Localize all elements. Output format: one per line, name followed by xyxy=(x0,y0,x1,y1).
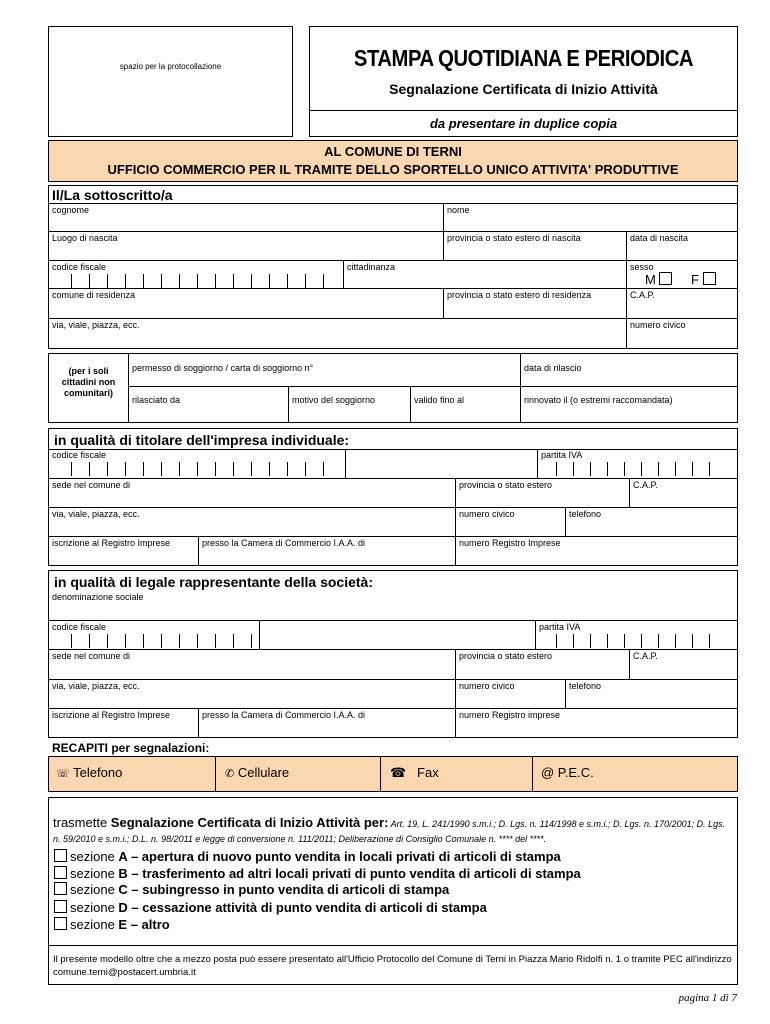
company-numero-registro-field[interactable]: numero Registro imprese xyxy=(459,710,561,720)
sezione-e-checkbox[interactable] xyxy=(54,917,67,930)
cittadinanza-field[interactable]: cittadinanza xyxy=(347,262,396,272)
option-text: – subingresso in punto vendita di articoli di stampa xyxy=(127,882,450,897)
company-sede-field[interactable]: sede nel comune di xyxy=(52,651,131,661)
contact-fax-label: Fax xyxy=(417,765,439,780)
contacts-box xyxy=(48,756,738,792)
data-nascita-field[interactable]: data di nascita xyxy=(630,233,689,243)
provincia-residenza-field[interactable]: provincia o stato estero di residenza xyxy=(447,290,592,300)
company-section xyxy=(48,570,738,738)
sesso-m-checkbox[interactable] xyxy=(659,272,672,285)
option-sezione-a[interactable] xyxy=(54,849,561,864)
individual-numero-civico-field[interactable]: numero civico xyxy=(459,509,515,519)
transmit-legal-refs: Art. 19, L. 241/1990 s.m.i.; D. Lgs. n. 114/1998 e s.m.i.; D. Lgs. n. 170/2001; D. Lgs. n. 59/2010 e s.m.i.; D.L. n. 98/2011 e legge di conversione n. 111/2011; Deliberazione di Consiglio Comunale n. **** del ****. xyxy=(53,819,726,844)
protocol-space-label: spazio per la protocollazione xyxy=(119,62,222,71)
sezione-a-checkbox[interactable] xyxy=(54,849,67,862)
company-codice-fiscale-field[interactable]: codice fiscale xyxy=(52,622,107,632)
addressee-box xyxy=(48,140,738,182)
form-subtitle: Segnalazione Certificata di Inizio Attività xyxy=(389,81,658,97)
option-sezione-e[interactable] xyxy=(54,917,170,932)
option-text: – apertura di nuovo punto vendita in locali privati di articoli di stampa xyxy=(127,849,561,864)
duplicate-note: da presentare in duplice copia xyxy=(429,116,618,131)
rilasciato-da-field[interactable]: rilasciato da xyxy=(132,395,181,405)
option-text: – altro xyxy=(127,917,170,932)
sesso-f-label: F xyxy=(691,272,699,287)
option-letter: E xyxy=(118,917,128,932)
data-rilascio-field[interactable]: data di rilascio xyxy=(524,363,582,373)
addressee-line2: UFFICIO COMMERCIO PER IL TRAMITE DELLO SPORTELLO UNICO ATTIVITA' PRODUTTIVE xyxy=(107,162,679,177)
option-prefix: sezione xyxy=(70,882,119,897)
sesso-f-checkbox[interactable] xyxy=(703,272,716,285)
contact-cellulare-label: Cellulare xyxy=(237,765,290,780)
individual-cap-field[interactable]: C.A.P. xyxy=(633,480,658,490)
contact-telefono-label: Telefono xyxy=(73,765,123,780)
nome-field[interactable]: nome xyxy=(447,205,470,215)
page-number: pagina 1 di 7 xyxy=(678,992,737,1004)
option-sezione-d[interactable] xyxy=(54,900,487,915)
company-cap-field[interactable]: C.A.P. xyxy=(633,651,658,661)
protocol-stamp-box xyxy=(48,26,293,137)
contact-telefono-field[interactable] xyxy=(56,765,122,780)
numero-civico-field[interactable]: numero civico xyxy=(630,320,686,330)
fax-icon: ☎ xyxy=(390,765,407,780)
option-letter: B xyxy=(118,866,128,881)
option-prefix: sezione xyxy=(70,917,119,932)
sesso-m-option[interactable] xyxy=(645,272,675,287)
individual-partita-iva-field[interactable]: partita IVA xyxy=(541,450,583,460)
option-sezione-b[interactable] xyxy=(54,866,581,881)
contact-pec-field[interactable]: @ P.E.C. xyxy=(541,765,594,780)
submission-note: Il presente modello oltre che a mezzo posta può essere presentato all'Ufficio Protocollo del Comune di Terni in Piazza Mario Ridolfi n. 1 o tramite PEC all'indirizzo comune.terni@postacert.umbria.it xyxy=(53,954,732,978)
company-partita-iva-field[interactable]: partita IVA xyxy=(539,622,581,632)
signer-section xyxy=(48,185,738,349)
non-eu-note: (per i soli cittadini non comunitari) xyxy=(61,366,116,398)
permit-section xyxy=(48,353,738,423)
sesso-f-option[interactable] xyxy=(691,272,719,287)
transmit-paragraph xyxy=(53,816,733,846)
sezione-b-checkbox[interactable] xyxy=(54,866,67,879)
company-provincia-field[interactable]: provincia o stato estero xyxy=(459,651,553,661)
company-denominazione-field[interactable]: denominazione sociale xyxy=(52,592,144,602)
form-title: STAMPA QUOTIDIANA E PERIODICA xyxy=(353,45,694,71)
option-letter: C xyxy=(118,882,128,897)
sezione-d-checkbox[interactable] xyxy=(54,900,67,913)
contacts-heading: RECAPITI per segnalazioni: xyxy=(52,741,210,755)
company-camera-field[interactable]: presso la Camera di Commercio I.A.A. di xyxy=(202,710,366,720)
option-prefix: sezione xyxy=(70,866,119,881)
individual-registro-field[interactable]: iscrizione al Registro Imprese xyxy=(52,538,171,548)
sesso-label: sesso xyxy=(630,262,654,272)
option-prefix: sezione xyxy=(70,900,119,915)
cap-field[interactable]: C.A.P. xyxy=(630,290,655,300)
individual-section xyxy=(48,428,738,566)
contact-cellulare-field[interactable] xyxy=(225,765,289,780)
individual-telefono-field[interactable]: telefono xyxy=(569,509,602,519)
contact-fax-field[interactable] xyxy=(390,765,439,781)
provincia-nascita-field[interactable]: provincia o stato estero di nascita xyxy=(447,233,581,243)
company-numero-civico-field[interactable]: numero civico xyxy=(459,681,515,691)
individual-via-field[interactable]: via, viale, piazza, ecc. xyxy=(52,509,140,519)
codice-fiscale-field[interactable]: codice fiscale xyxy=(52,262,107,272)
comune-residenza-field[interactable]: comune di residenza xyxy=(52,290,136,300)
individual-numero-registro-field[interactable]: numero Registro Imprese xyxy=(459,538,561,548)
option-letter: A xyxy=(118,849,128,864)
valido-fino-field[interactable]: valido fino al xyxy=(414,395,465,405)
via-field[interactable]: via, viale, piazza, ecc. xyxy=(52,320,140,330)
transmit-lead-bold: Segnalazione Certificata di Inizio Attività per: xyxy=(110,815,389,830)
luogo-nascita-field[interactable]: Luogo di nascita xyxy=(52,233,118,243)
telephone-icon: ☏ xyxy=(56,768,70,780)
option-prefix: sezione xyxy=(70,849,119,864)
option-text: – cessazione attività di punto vendita di articoli di stampa xyxy=(127,900,487,915)
company-registro-field[interactable]: iscrizione al Registro Imprese xyxy=(52,710,171,720)
rinnovato-field[interactable]: rinnovato il (o estremi raccomandata) xyxy=(524,395,673,405)
permesso-field[interactable]: permesso di soggiorno / carta di soggiorno n° xyxy=(132,363,314,373)
mobile-phone-icon: ✆ xyxy=(225,768,235,780)
individual-camera-field[interactable]: presso la Camera di Commercio I.A.A. di xyxy=(202,538,366,548)
motivo-field[interactable]: motivo del soggiorno xyxy=(292,395,376,405)
individual-codice-fiscale-field[interactable]: codice fiscale xyxy=(52,450,107,460)
option-letter: D xyxy=(118,900,128,915)
cognome-field[interactable]: cognome xyxy=(52,205,90,215)
individual-sede-field[interactable]: sede nel comune di xyxy=(52,480,131,490)
individual-heading: in qualità di titolare dell'impresa individuale: xyxy=(54,432,350,448)
sezione-c-checkbox[interactable] xyxy=(54,882,67,895)
option-text: – trasferimento ad altri locali privati di punto vendita di articoli di stampa xyxy=(127,866,581,881)
option-sezione-c[interactable] xyxy=(54,882,449,897)
company-telefono-field[interactable]: telefono xyxy=(569,681,602,691)
transmit-lead: trasmette xyxy=(53,815,111,830)
signer-heading: Il/La sottoscritto/a xyxy=(52,187,173,203)
individual-provincia-field[interactable]: provincia o stato estero xyxy=(459,480,553,490)
transmit-section xyxy=(48,797,738,985)
company-via-field[interactable]: via, viale, piazza, ecc. xyxy=(52,681,140,691)
company-heading: in qualità di legale rappresentante della società: xyxy=(54,574,373,590)
sesso-m-label: M xyxy=(645,272,656,287)
addressee-line1: AL COMUNE DI TERNI xyxy=(324,144,462,159)
header-title-box xyxy=(309,26,738,137)
